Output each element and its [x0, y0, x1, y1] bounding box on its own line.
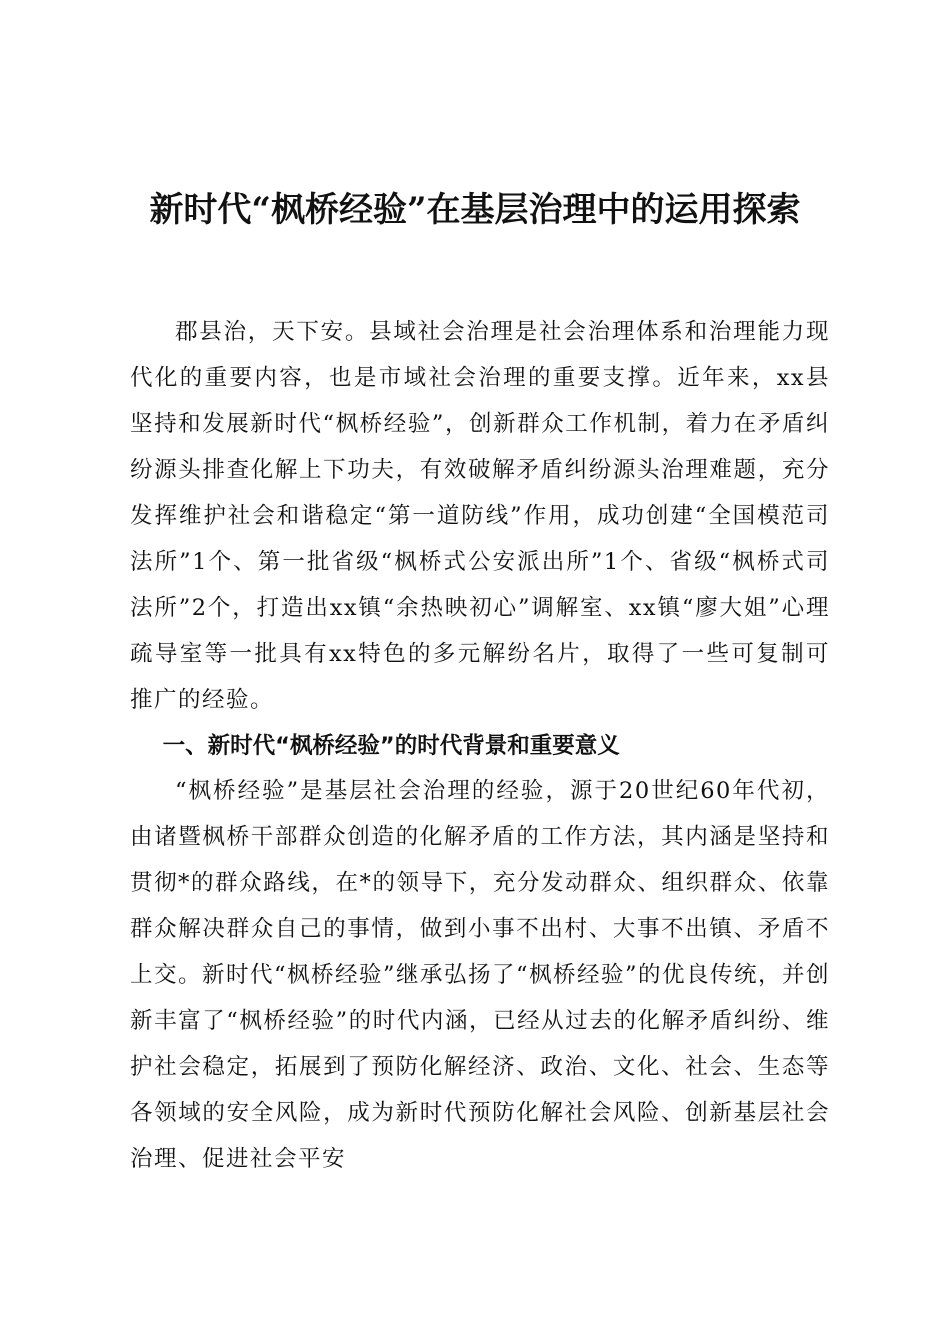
intro-paragraph: 郡县治，天下安。县域社会治理是社会治理体系和治理能力现代化的重要内容，也是市域社会治理的重要支撑。近年来，xx县坚持和发展新时代“枫桥经验”，创新群众工作机制，着力在矛盾纠纷源头排查化解上下功夫，有效破解矛盾纠纷源头治理难题，充分发挥维护社会和谐稳定“第一道防线”作用，成功创建“全国模范司法所”1个、第一批省级“枫桥式公安派出所”1个、省级“枫桥式司法所”2个，打造出xx镇“余热映初心”调解室、xx镇“廖大姐”心理疏导室等一批具有xx特色的多元解纷名片，取得了一些可复制可推广的经验。 [130, 319, 830, 713]
section-heading: 一、新时代“枫桥经验”的时代背景和重要意义 [162, 733, 620, 759]
section-paragraph: “枫桥经验”是基层社会治理的经验，源于20世纪60年代初，由诸暨枫桥干部群众创造的化解矛盾的工作方法，其内涵是坚持和贯彻*的群众路线，在*的领导下，充分发动群众、组织群众、依靠群众解决群众自己的事情，做到小事不出村、大事不出镇、矛盾不上交。新时代“枫桥经验”继承弘扬了“枫桥经验”的优良传统，并创新丰富了“枫桥经验”的时代内涵，已经从过去的化解矛盾纠纷、维护社会稳定，拓展到了预防化解经济、政治、文化、社会、生态等各领域的安全风险，成为新时代预防化解社会风险、创新基层社会治理、促进社会平安 [130, 778, 831, 1172]
document-title: 新时代“枫桥经验”在基层治理中的运用探索 [149, 190, 801, 230]
